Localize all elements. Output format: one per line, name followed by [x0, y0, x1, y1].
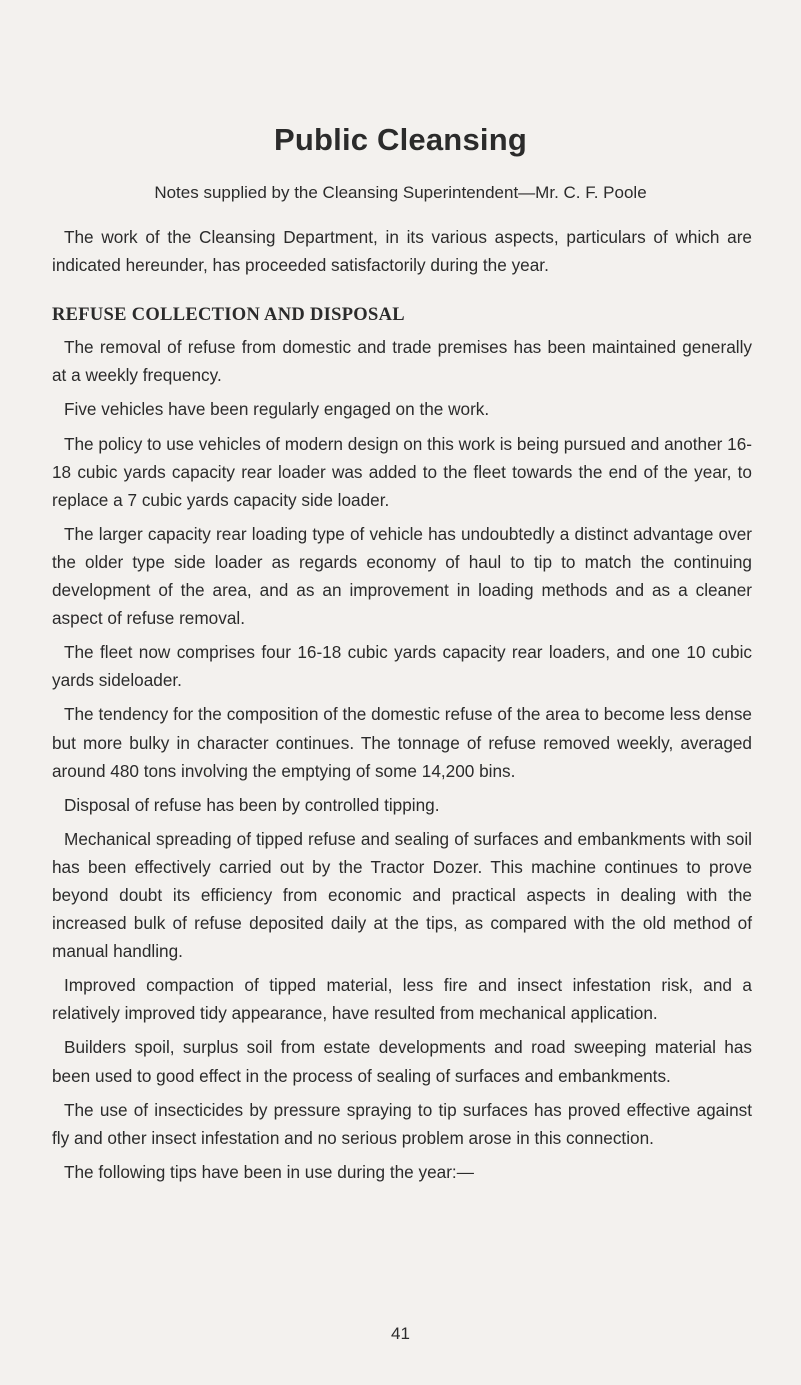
paragraph: Five vehicles have been regularly engaged on the work.	[64, 399, 490, 420]
paragraph: The removal of refuse from domestic and trade premises has been maintained generally at a weekly frequency.	[52, 337, 752, 386]
section-heading: REFUSE COLLECTION AND DISPOSAL	[52, 305, 405, 326]
paragraph: The policy to use vehicles of modern design on this work is being pursued and another 16-18 cubic yards capacity rear loader was added to the fleet towards the end of the year, to replace a 7 cubic yards capacity side loader.	[52, 433, 752, 510]
page-title: Public Cleansing	[274, 122, 527, 157]
paragraph: The larger capacity rear loading type of vehicle has undoubtedly a distinct advantage over the older type side loader as regards economy of haul to tip to match the continuing development of the area, and as an improvement in loading methods and as a cleaner aspect of refuse removal.	[52, 523, 752, 629]
paragraph: Improved compaction of tipped material, less fire and insect infestation risk, and a relatively improved tidy appearance, have resulted from mechanical application.	[52, 975, 752, 1024]
page-subtitle: Notes supplied by the Cleansing Superintendent—Mr. C. F. Poole	[154, 183, 647, 202]
paragraph: Builders spoil, surplus soil from estate developments and road sweeping material has been used to good effect in the process of sealing of surfaces and embankments.	[52, 1037, 752, 1086]
page-number: 41	[391, 1324, 410, 1343]
document-body	[52, 223, 752, 1192]
paragraph: The tendency for the composition of the domestic refuse of the area to become less dense but more bulky in character continues. The tonnage of refuse removed weekly, averaged around 480 tons involving the emptying of some 14,200 bins.	[52, 704, 752, 781]
paragraph: Mechanical spreading of tipped refuse and sealing of surfaces and embankments with soil has been effectively carried out by the Tractor Dozer. This machine continues to prove beyond doubt its efficiency from economic and practical aspects in dealing with the increased bulk of refuse deposited daily at the tips, as compared with the old method of manual handling.	[52, 828, 752, 962]
intro-paragraph: The work of the Cleansing Department, in its various aspects, particulars of which are indicated hereunder, has proceeded satisfactorily during the year.	[52, 227, 752, 276]
paragraph: The following tips have been in use during the year:—	[64, 1161, 474, 1182]
paragraph: Disposal of refuse has been by controlled tipping.	[64, 794, 440, 815]
paragraph: The fleet now comprises four 16-18 cubic yards capacity rear loaders, and one 10 cubic yards sideloader.	[52, 642, 752, 691]
paragraph: The use of insecticides by pressure spraying to tip surfaces has proved effective against fly and other insect infestation and no serious problem arose in this connection.	[52, 1099, 752, 1148]
